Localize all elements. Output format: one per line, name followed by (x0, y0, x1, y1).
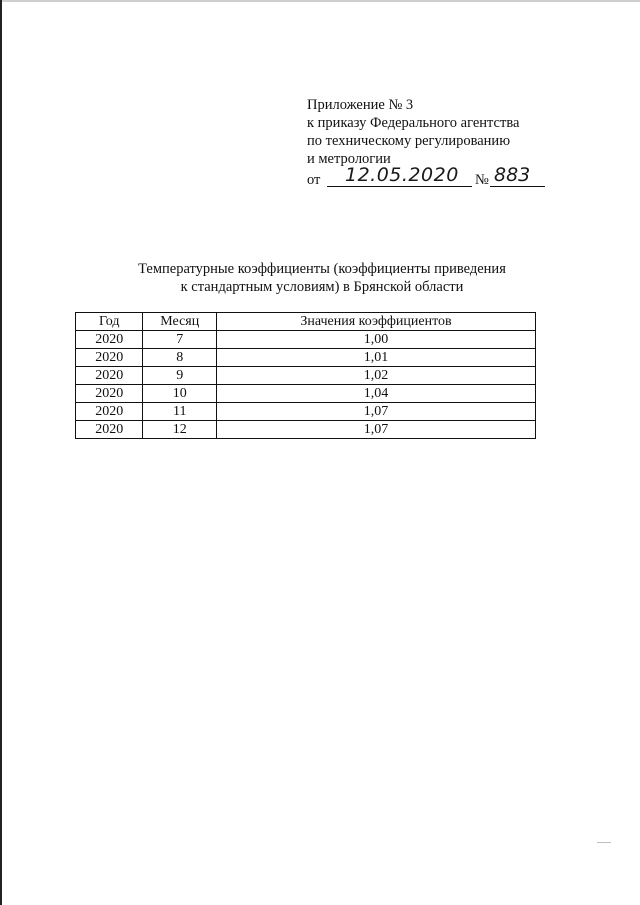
table-header-row (76, 313, 536, 331)
header-month: Месяц (143, 313, 217, 331)
header-coefficient: Значения коэффициентов (217, 313, 536, 331)
cell-coefficient: 1,00 (217, 331, 536, 349)
date-field (327, 164, 472, 187)
cell-coefficient: 1,04 (217, 385, 536, 403)
number-field (490, 164, 545, 187)
cell-month: 7 (143, 331, 217, 349)
cell-month: 12 (143, 421, 217, 439)
table-row (76, 331, 536, 349)
table-row (76, 367, 536, 385)
appendix-title: Приложение № 3 (307, 97, 414, 113)
cell-month: 10 (143, 385, 217, 403)
table-row (76, 403, 536, 421)
table-row (76, 421, 536, 439)
header-year: Год (76, 313, 143, 331)
table-row (76, 349, 536, 367)
date-prefix: от (307, 172, 321, 188)
cell-year: 2020 (76, 367, 143, 385)
table-row (76, 385, 536, 403)
cell-year: 2020 (76, 421, 143, 439)
scan-mark (597, 842, 611, 843)
cell-month: 9 (143, 367, 217, 385)
appendix-metrology-line: и метрологии (307, 151, 391, 167)
document-title (102, 260, 542, 296)
handwritten-date: 12.05.2020 (345, 164, 459, 186)
number-prefix: № (475, 172, 489, 188)
cell-month: 11 (143, 403, 217, 421)
handwritten-number: 883 (494, 164, 531, 186)
title-line-1: Температурные коэффициенты (коэффициенты приведения (138, 261, 506, 277)
title-line-2: к стандартным условиям) в Брянской области (180, 279, 464, 295)
order-date-number-line (307, 164, 607, 189)
appendix-agency-line: по техническому регулированию (307, 133, 511, 149)
cell-coefficient: 1,01 (217, 349, 536, 367)
coefficients-table (75, 312, 536, 439)
appendix-header (307, 96, 567, 168)
appendix-order-line: к приказу Федерального агентства (307, 115, 520, 131)
cell-coefficient: 1,07 (217, 421, 536, 439)
cell-year: 2020 (76, 385, 143, 403)
cell-coefficient: 1,07 (217, 403, 536, 421)
cell-coefficient: 1,02 (217, 367, 536, 385)
cell-year: 2020 (76, 403, 143, 421)
cell-month: 8 (143, 349, 217, 367)
page-edge (2, 0, 640, 2)
cell-year: 2020 (76, 331, 143, 349)
cell-year: 2020 (76, 349, 143, 367)
